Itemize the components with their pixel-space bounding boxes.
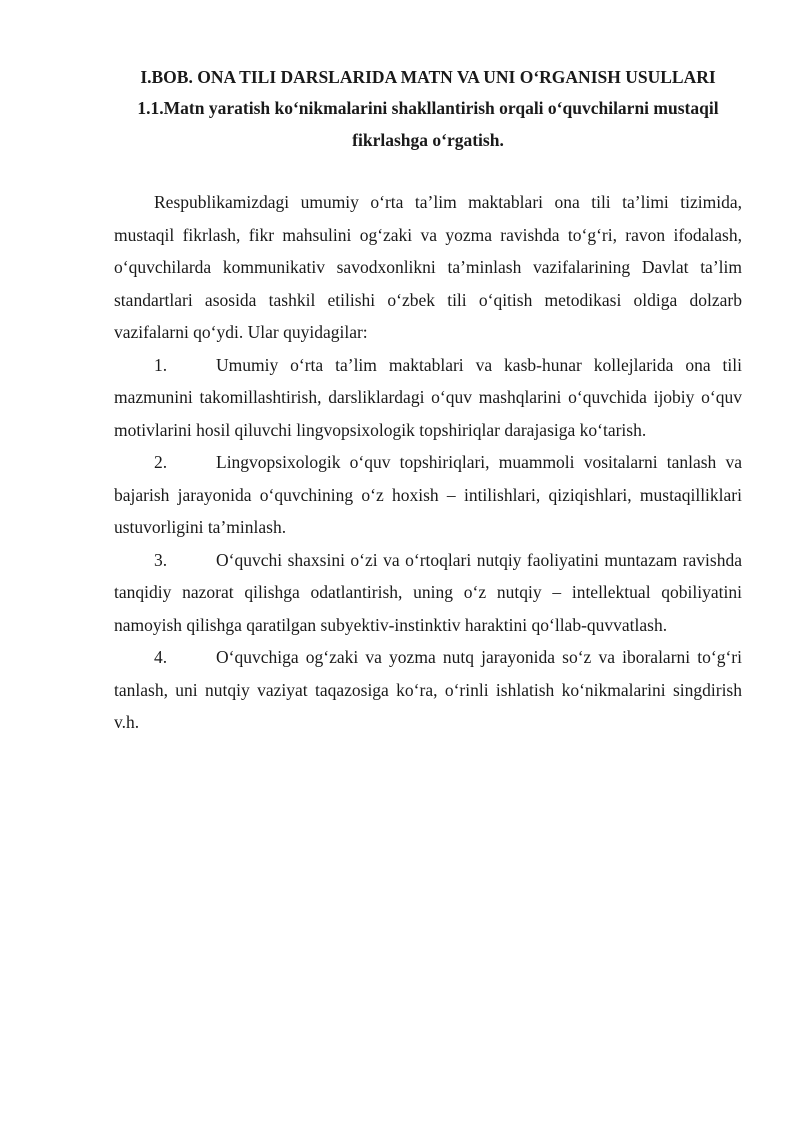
list-item-text: Lingvopsixologik o‘quv topshiriqlari, muammoli vositalarni tanlash va bajarish jarayonida o‘quvchining o‘z hoxish – intilishlari, qiziqishlari, mustaqilliklari ustuvorligini ta’minlash.: [114, 452, 742, 537]
list-item-number: 1.: [154, 354, 168, 375]
document-body: [114, 186, 742, 739]
list-item-1: [114, 349, 742, 447]
intro-paragraph: Respublikamizdagi umumiy o‘rta ta’lim maktablari ona tili ta’limi tizimida, mustaqil fikrlash, fikr mahsulini og‘zaki va yozma ravishda to‘g‘ri, ravon ifodalash, o‘quvchilarda kommunikativ savodxonlikni ta’minlash vazifalarining Davlat ta’lim standartlari asosida tashkil etilishi o‘zbek tili o‘qitish metodikasi oldiga dolzarb vazifalarni qo‘ydi. Ular quyidagilar:: [114, 192, 742, 342]
document-page: [114, 62, 742, 739]
list-item-number: 3.: [154, 549, 168, 570]
list-item-text: O‘quvchiga og‘zaki va yozma nutq jarayonida so‘z va iboralarni to‘g‘ri tanlash, uni nutqiy vaziyat taqazosiga ko‘ra, o‘rinli ishlatish ko‘nikmalarini singdirish v.h.: [114, 647, 742, 732]
list-item-number: 2.: [154, 452, 168, 472]
list-item-2: [114, 446, 742, 544]
list-item-text: Umumiy o‘rta ta’lim maktablari va kasb-hunar kollejlarida ona tili mazmunini takomillashtirish, darsliklardagi o‘quv mashqlarini o‘quvchida ijobiy o‘quv motivlarini hosil qiluvchi lingvopsixologik topshiriqlar darajasiga ko‘tarish.: [114, 354, 742, 440]
list-item-number: 4.: [154, 647, 168, 667]
list-item-3: [114, 544, 742, 642]
chapter-title: I.BOB. ONA TILI DARSLARIDA MATN VA UNI O‘RGANISH USULLARI: [140, 67, 716, 87]
list-item-text: O‘quvchi shaxsini o‘zi va o‘rtoqlari nutqiy faoliyatini muntazam ravishda tanqidiy nazorat qilishga odatlantirish, uning o‘z nutqiy – intellektual qobiliyatini namoyish qilishga qaratilgan subyektiv-instinktiv haraktini qo‘llab-quvvatlash.: [114, 549, 742, 635]
section-title: 1.1.Matn yaratish ko‘nikmalarini shakllantirish orqali o‘quvchilarni mustaqil fikrlashga o‘rgatish.: [137, 98, 719, 150]
list-item-4: [114, 641, 742, 739]
